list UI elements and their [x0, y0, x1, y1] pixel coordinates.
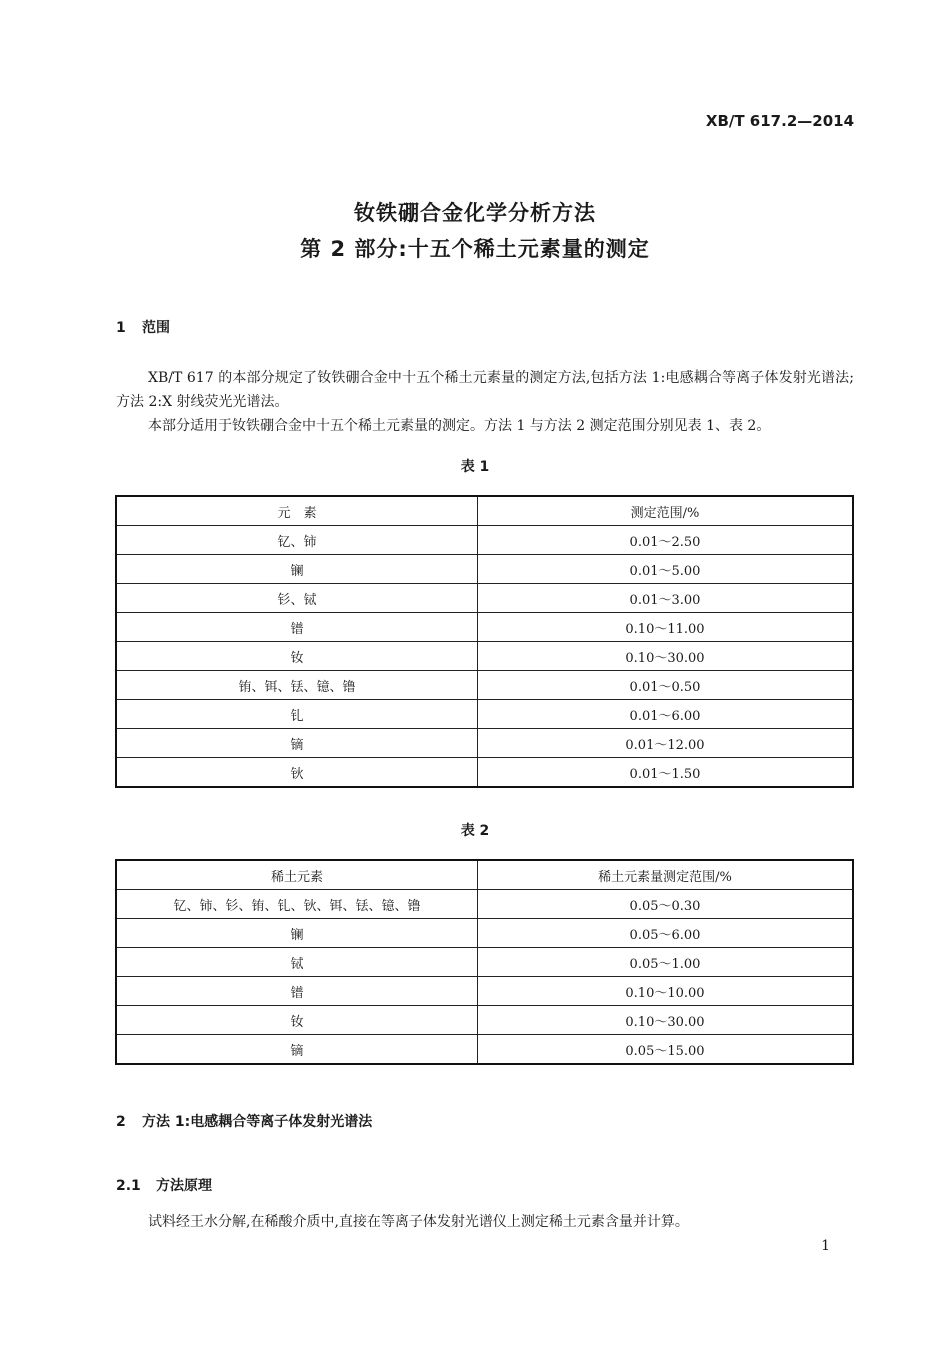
column-header: 稀土元素 — [116, 860, 478, 890]
paragraph-text: 试料经王水分解,在稀酸介质中,直接在等离子体发射光谱仪上测定稀土元素含量并计算。 — [148, 1214, 689, 1230]
table-row — [116, 890, 853, 919]
element-cell: 钕 — [116, 1006, 478, 1035]
table-row — [116, 700, 853, 729]
table-1-caption: 表 1 — [460, 459, 490, 475]
column-header: 元 素 — [116, 496, 478, 526]
element-cell: 镧 — [116, 555, 478, 584]
table-row — [116, 1006, 853, 1035]
table-row — [116, 977, 853, 1006]
element-cell: 镧 — [116, 919, 478, 948]
element-cell: 钕 — [116, 642, 478, 671]
range-cell: 0.10～30.00 — [478, 1006, 854, 1035]
section-2-1-paragraph — [116, 1210, 854, 1234]
range-cell: 0.05～6.00 — [478, 919, 854, 948]
section-title: 范围 — [142, 320, 170, 336]
element-cell: 钇、铈 — [116, 526, 478, 555]
table-row — [116, 671, 853, 700]
document-title-line2: 第 2 部分:十五个稀土元素量的测定 — [300, 237, 650, 261]
range-cell: 0.01～5.00 — [478, 555, 854, 584]
section-2-heading — [116, 1111, 372, 1131]
range-cell: 0.01～6.00 — [478, 700, 854, 729]
section-1-heading — [116, 317, 170, 337]
section-title: 方法 1:电感耦合等离子体发射光谱法 — [142, 1114, 373, 1130]
range-cell: 0.05～0.30 — [478, 890, 854, 919]
table-row — [116, 729, 853, 758]
table-row — [116, 555, 853, 584]
section-1-paragraph-1 — [116, 366, 854, 414]
table-header-row — [116, 860, 853, 890]
element-cell: 钆 — [116, 700, 478, 729]
section-number: 2 — [116, 1114, 126, 1130]
element-cell: 镨 — [116, 613, 478, 642]
element-cell: 镝 — [116, 1035, 478, 1065]
element-cell: 钐、铽 — [116, 584, 478, 613]
element-cell: 镨 — [116, 977, 478, 1006]
table-1 — [115, 495, 854, 788]
table-row — [116, 642, 853, 671]
section-2-1-heading — [116, 1175, 212, 1195]
table-2-caption: 表 2 — [460, 823, 490, 839]
element-cell: 钬 — [116, 758, 478, 788]
table-header-row — [116, 496, 853, 526]
section-number: 2.1 — [116, 1178, 141, 1194]
table-row — [116, 919, 853, 948]
table-row — [116, 584, 853, 613]
range-cell: 0.01～12.00 — [478, 729, 854, 758]
table-2 — [115, 859, 854, 1065]
column-header: 测定范围/% — [478, 496, 854, 526]
document-code: XB/T 617.2—2014 — [705, 112, 854, 130]
range-cell: 0.10～30.00 — [478, 642, 854, 671]
range-cell: 0.10～11.00 — [478, 613, 854, 642]
range-cell: 0.05～1.00 — [478, 948, 854, 977]
element-cell: 铕、铒、铥、镱、镥 — [116, 671, 478, 700]
range-cell: 0.05～15.00 — [478, 1035, 854, 1065]
element-cell: 钇、铈、钐、铕、钆、钬、铒、铥、镱、镥 — [116, 890, 478, 919]
table-row — [116, 613, 853, 642]
table-row — [116, 758, 853, 788]
section-number: 1 — [116, 320, 126, 336]
table-row — [116, 526, 853, 555]
page-number: 1 — [821, 1238, 830, 1254]
range-cell: 0.01～3.00 — [478, 584, 854, 613]
range-cell: 0.01～1.50 — [478, 758, 854, 788]
paragraph-text: 本部分适用于钕铁硼合金中十五个稀土元素量的测定。方法 1 与方法 2 测定范围分别见表 1、表 2。 — [148, 418, 771, 434]
document-title-line1: 钕铁硼合金化学分析方法 — [354, 201, 596, 225]
range-cell: 0.10～10.00 — [478, 977, 854, 1006]
section-title: 方法原理 — [156, 1178, 212, 1194]
range-cell: 0.01～2.50 — [478, 526, 854, 555]
element-cell: 镝 — [116, 729, 478, 758]
range-cell: 0.01～0.50 — [478, 671, 854, 700]
column-header: 稀土元素量测定范围/% — [478, 860, 854, 890]
table-row — [116, 1035, 853, 1065]
table-row — [116, 948, 853, 977]
section-1-paragraph-2 — [116, 414, 854, 438]
paragraph-text: XB/T 617 的本部分规定了钕铁硼合金中十五个稀土元素量的测定方法,包括方法 1:电感耦合等离子体发射光谱法;方法 2:X 射线荧光光谱法。 — [116, 370, 854, 410]
element-cell: 铽 — [116, 948, 478, 977]
